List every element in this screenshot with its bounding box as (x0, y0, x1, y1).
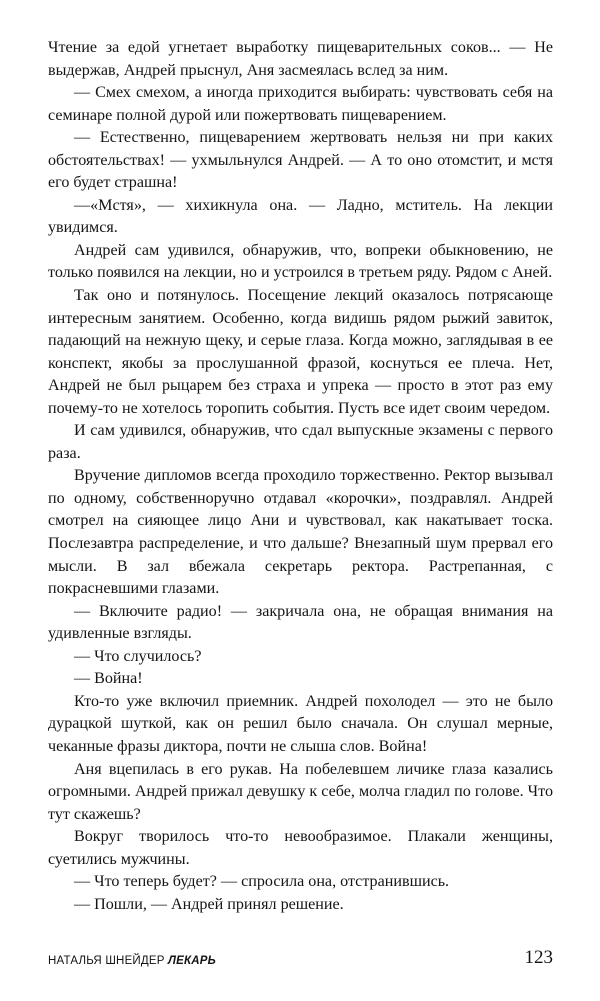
running-title (48, 955, 216, 967)
page-number: 123 (524, 947, 553, 968)
book-title: ЛЕКАРЬ (168, 955, 217, 967)
paragraph: Андрей сам удивился, обнаружив, что, вопреки обыкновению, не только появился на лекции, но и устроился в третьем ряду. Рядом с Аней. (48, 241, 553, 282)
page-footer (48, 946, 553, 976)
paragraph: Так оно и потянулось. Посещение лекций оказалось потрясающе интересным занятием. Особенно, когда видишь рядом рыжий завиток, падающий на нежную щеку, и серые глаза. Когда можно, заглядывая в ее конспект, якобы за прослушанной фразой, коснуться ее плеча. Нет, Андрей не был рыцарем без страха и упрека — просто в этот раз ему почему-то не хотелось торопить события. Пусть все идет своим чередом. (48, 287, 553, 417)
paragraph: Аня вцепилась в его рукав. На побелевшем личике глаза казались огромными. Андрей прижал девушку к себе, молча гладил по голове. Что тут скажешь? (48, 760, 553, 823)
paragraph: И сам удивился, обнаружив, что сдал выпускные экзамены с первого раза. (48, 422, 553, 462)
body-text (48, 37, 553, 916)
paragraph: — Включите радио! — закричала она, не обращая внимания на удивленные взгляды. (48, 602, 553, 643)
paragraph: Вручение дипломов всегда проходило торжественно. Ректор вызывал по одному, собственноручно отдавал «корочки», поздравлял. Андрей смотрел на сияющее лицо Ани и чувствовал, как накатывает тоска. Послезавтра распределение, и что дальше? Внезапный шум прервал его мысли. В зал вбежала секретарь ректора. Растрепанная, с покрасневшими глазами. (48, 467, 553, 598)
paragraph: — Война! (74, 670, 143, 688)
paragraph: —«Мстя», — хихикнула она. — Ладно, мститель. На лекции увидимся. (48, 196, 553, 237)
paragraph: Чтение за едой угнетает выработку пищеварительных соков... — Не выдержав, Андрей прыснул, Аня засмеялась вслед за ним. (48, 39, 553, 79)
paragraph: — Что случилось? (74, 647, 202, 665)
author-name: НАТАЛЬЯ ШНЕЙДЕР (48, 955, 165, 967)
paragraph: — Что теперь будет? — спросила она, отстранившись. (74, 873, 450, 891)
paragraph: — Пошли, — Андрей принял решение. (74, 895, 344, 913)
paragraph: Кто-то уже включил приемник. Андрей похолодел — это не было дурацкой шуткой, как он решил было сначала. Он слушал мерные, чеканные фразы диктора, почти не слыша слов. Война! (48, 692, 553, 755)
paragraph: — Смех смехом, а иногда приходится выбирать: чувствовать себя на семинаре полной дурой или пожертвовать пищеварением. (48, 84, 553, 124)
paragraph: Вокруг творилось что-то невообразимое. Плакали женщины, суетились мужчины. (48, 828, 553, 868)
paragraph: — Естественно, пищеварением жертвовать нельзя ни при каких обстоятельствах! — ухмыльнулся Андрей. — А то оно отомстит, и мстя его будет страшна! (48, 129, 553, 192)
